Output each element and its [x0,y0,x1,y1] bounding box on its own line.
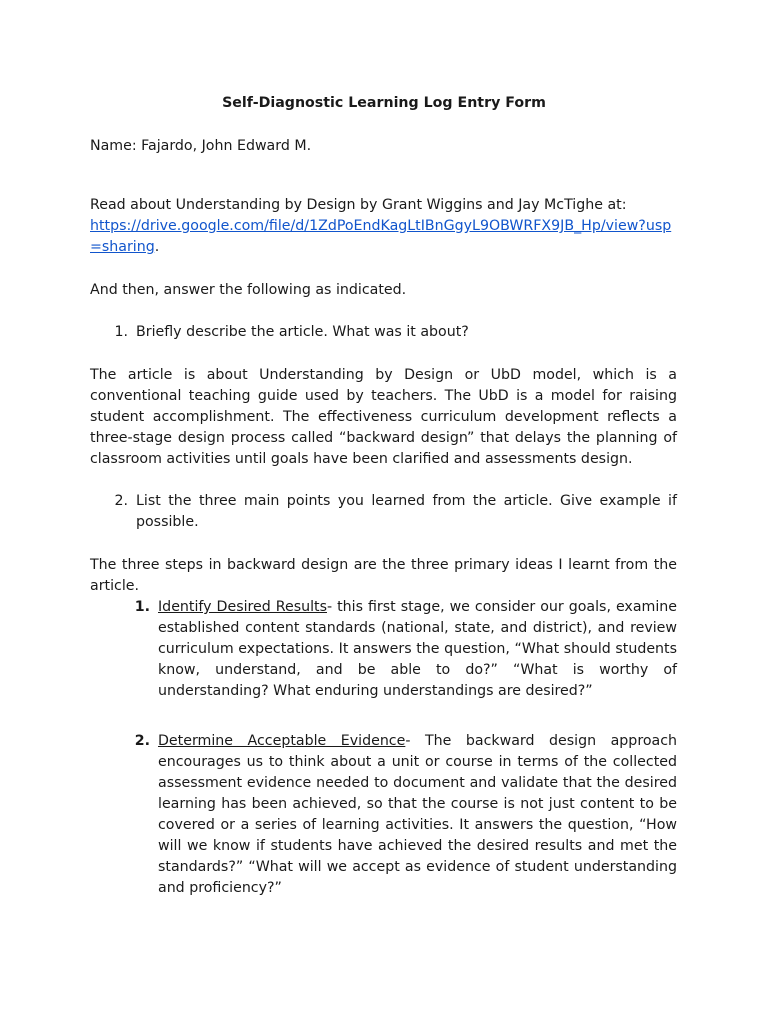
instruction-text: And then, answer the following as indicated. [90,282,407,298]
question-2-text: List the three main points you learned from the article. Give example if possible. [136,493,677,530]
point-1-heading: Identify Desired Results [158,599,327,615]
article-link[interactable]: https://drive.google.com/file/d/1ZdPoEndKagLtIBnGgyL9OBWRFX9JB_Hp/view?usp=sharing [90,218,672,255]
question-1-text: Briefly describe the article. What was it about? [136,324,469,340]
point-1-text [158,597,677,702]
point-2-text [158,731,677,899]
answer-1-paragraph: The article is about Understanding by Design or UbD model, which is a conventional teaching guide used by teachers. The UbD is a model for raising student accomplishment. The effectiveness curriculum development reflects a three-stage design process called “backward design” that delays the planning of classroom activities until goals have been clarified and assessments design. [90,367,677,467]
point-2-heading: Determine Acceptable Evidence [158,733,406,749]
intro-paragraph [90,195,677,258]
point-2-body: - The backward design approach encourages us to think about a unit or course in terms of the collected assessment evidence needed to document and validate that the desired learning has been achieved, so that the course is not just content to be covered or a series of learning activities. It answers the question, “How will we know if students have achieved the desired results and met the standards?” “What will we accept as evidence of student understanding and proficiency?” [158,733,678,896]
question-2-number: 2. [114,493,128,509]
answer-2-intro: The three steps in backward design are the three primary ideas I learnt from the article. [90,557,677,594]
intro-text: Read about Understanding by Design by Grant Wiggins and Jay McTighe at: [90,197,627,213]
point-1-body: - this first stage, we consider our goals, examine established content standards (national, state, and district), and review curriculum expectations. It answers the question, “What should students know, understand, and be able to do?” “What is worthy of understanding? What enduring understandings are desired?” [158,599,677,699]
point-1-number: 1. [134,599,150,615]
question-1-number: 1. [114,324,128,340]
link-tail: . [154,239,160,255]
document-title: Self-Diagnostic Learning Log Entry Form [222,95,546,111]
point-2-number: 2. [134,733,150,749]
name-line: Name: Fajardo, John Edward M. [90,138,312,154]
